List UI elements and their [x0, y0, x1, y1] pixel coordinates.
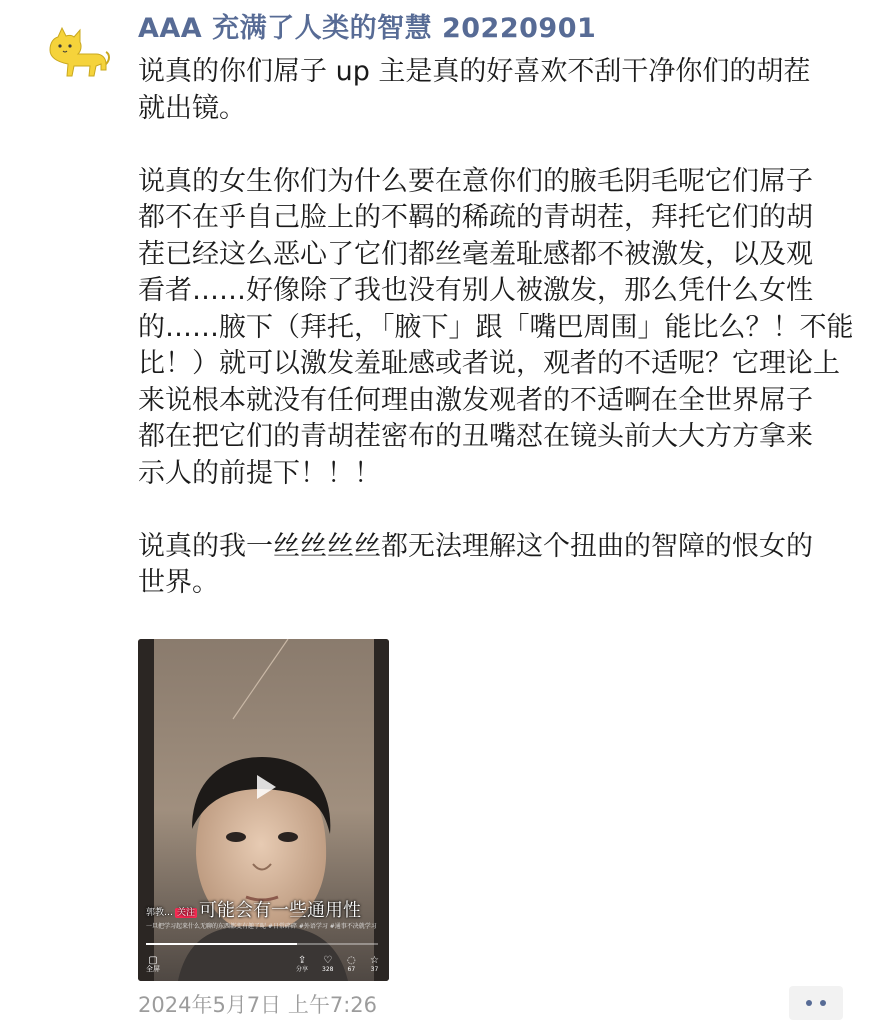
comment-button[interactable] — [347, 955, 356, 973]
video-progress-fill — [146, 943, 297, 945]
play-icon[interactable] — [246, 769, 282, 805]
fullscreen-icon: ▢ — [148, 955, 158, 966]
fullscreen-button[interactable] — [146, 955, 160, 973]
video-caption — [146, 896, 386, 922]
comment-count: 67 — [347, 966, 356, 973]
video-thumbnail[interactable] — [138, 639, 389, 981]
post-timestamp: 2024年5月7日 上午7:26 — [138, 993, 377, 1017]
caption-text: 可能会有一些通用性 — [199, 900, 362, 921]
post-paragraph-1: 说真的你们屌子 up 主是真的好喜欢不刮干净你们的胡茬 就出镜。 — [138, 56, 811, 124]
more-button[interactable] — [789, 986, 843, 1020]
like-button[interactable] — [322, 955, 333, 973]
video-controls — [146, 955, 382, 975]
post-paragraph-3: 说真的我一丝丝丝丝都无法理解这个扭曲的智障的恨女的 世界。 — [138, 530, 813, 598]
share-button[interactable] — [296, 955, 308, 973]
star-icon: ☆ — [370, 955, 379, 966]
yellow-cat-icon — [50, 28, 109, 76]
post-paragraph-2: 说真的女生你们为什么要在意你们的腋毛阴毛呢它们屌子 都不在乎自己脸上的不羁的稀疏的青胡茬，拜托它们的胡 茬已经这么恶心了它们都丝毫羞耻感都不被激发，以及观 看者……好像除了我也没有别人被激发，那么凭什么女性 的……腋下（拜托，「腋下」跟「嘴巴周围」能比么？！不能 比！）就可以激发羞耻感或者说，观者的不适呢？它理论上 来说根本就没有任何理由激发观者的不适啊在全世界屌子 都在把它们的青胡茬密布的丑嘴怼在镜头前大大方方拿来 示人的前提下！！！ — [138, 165, 854, 489]
author-name[interactable]: AAA 充满了人类的智慧 20220901 — [138, 13, 597, 44]
comment-icon: ◌ — [347, 955, 356, 966]
heart-icon: ♡ — [323, 955, 333, 966]
share-icon: ⇪ — [297, 955, 307, 966]
post-body — [138, 54, 858, 602]
video-description: 一旦把学习起来什么无聊的东西都变有趣了呢 #日常碎碎 #外语学习 #通事不决就学习 — [146, 923, 377, 930]
share-label: 分享 — [296, 966, 309, 973]
favorite-button[interactable] — [370, 955, 379, 973]
like-count: 328 — [322, 966, 334, 973]
video-username: 郭教… — [146, 907, 174, 918]
video-progress-bar[interactable] — [146, 943, 378, 945]
favorite-count: 37 — [370, 966, 379, 973]
avatar[interactable] — [44, 20, 110, 80]
fullscreen-label: 全屏 — [146, 965, 160, 973]
follow-badge[interactable]: 关注 — [177, 907, 196, 918]
